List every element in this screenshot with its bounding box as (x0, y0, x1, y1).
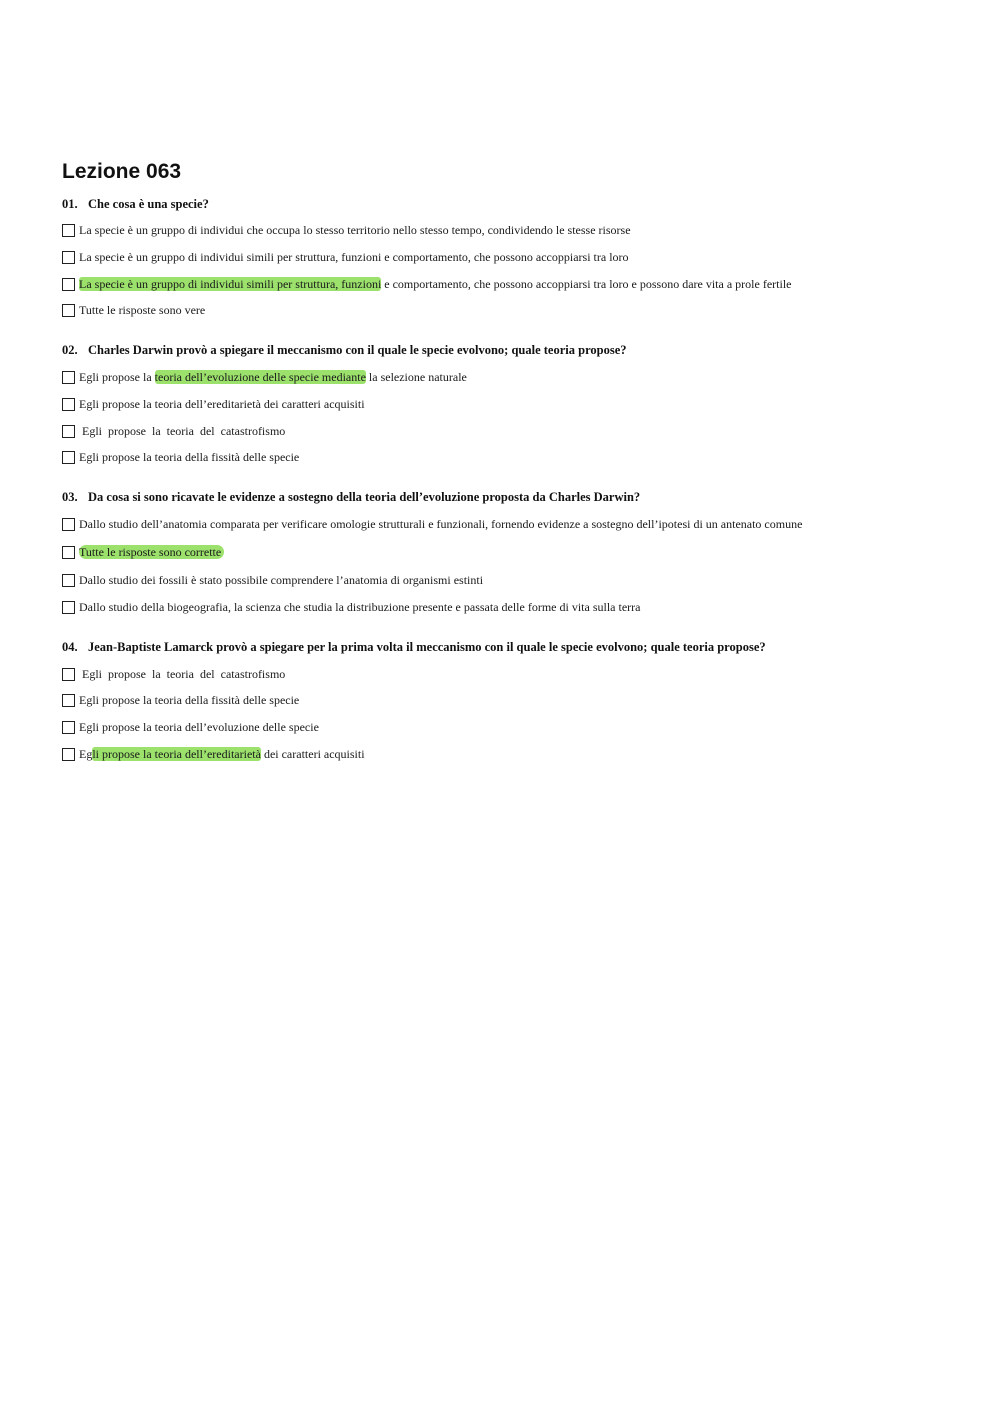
answer-text: Dallo studio della biogeografia, la scienza che studia la distribuzione presente e passata delle forme di vita sulla terra (79, 600, 641, 614)
question-text: Che cosa è una specie? (88, 197, 209, 211)
answer-text: La specie è un gruppo di individui simili per struttura, funzioni e comportamento, che possono accoppiarsi tra loro e possono dare vita a prole fertile (79, 277, 792, 291)
answer-highlight: li propose la teoria dell’ereditarietà (92, 747, 261, 761)
answer-checkbox[interactable] (62, 518, 75, 531)
answer-checkbox[interactable] (62, 668, 75, 681)
answer-option[interactable] (62, 369, 467, 385)
answer-highlight: teoria dell’evoluzione delle specie mediante (154, 370, 366, 384)
answer-checkbox[interactable] (62, 398, 75, 411)
answer-option[interactable] (62, 572, 483, 588)
answer-checkbox[interactable] (62, 721, 75, 734)
page-title: Lezione 063 (62, 160, 182, 183)
answer-text: Dallo studio dei fossili è stato possibile comprendere l’anatomia di organismi estinti (79, 573, 484, 587)
answer-option[interactable] (62, 449, 299, 465)
answer-option[interactable] (62, 599, 640, 615)
question-heading (62, 197, 209, 212)
answer-checkbox[interactable] (62, 304, 75, 317)
answer-checkbox[interactable] (62, 251, 75, 264)
answer-checkbox[interactable] (62, 451, 75, 464)
question-text: Jean-Baptiste Lamarck provò a spiegare per la prima volta il meccanismo con il quale le specie evolvono; quale teoria propose? (88, 640, 766, 654)
answer-text: Tutte le risposte sono vere (79, 303, 206, 317)
answer-text: Egli propose la teoria dell’ereditarietà dei caratteri acquisiti (79, 747, 365, 761)
answer-checkbox[interactable] (62, 694, 75, 707)
answer-option[interactable] (62, 396, 365, 412)
answer-text: Egli propose la teoria del catastrofismo (79, 424, 286, 438)
answer-text: Dallo studio dell’anatomia comparata per verificare omologie strutturali e funzionali, fornendo evidenze a sostegno dell’ipotesi di un antenato comune (79, 517, 803, 531)
answer-option[interactable] (62, 692, 299, 708)
answer-highlight: La specie è un gruppo di individui simili per struttura, funzioni (79, 277, 382, 291)
answer-checkbox[interactable] (62, 601, 75, 614)
answer-option[interactable] (62, 423, 285, 439)
answer-text: Egli propose la teoria dell’ereditarietà dei caratteri acquisiti (79, 397, 365, 411)
answer-option[interactable] (62, 249, 629, 265)
answer-text: La specie è un gruppo di individui che occupa lo stesso territorio nello stesso tempo, condividendo le stesse risorse (79, 223, 631, 237)
question-number: 04. (62, 640, 78, 654)
answer-text: Egli propose la teoria dell’evoluzione delle specie (79, 720, 319, 734)
question-number: 03. (62, 490, 78, 504)
answer-text: Egli propose la teoria del catastrofismo (79, 667, 286, 681)
question-text: Charles Darwin provò a spiegare il meccanismo con il quale le specie evolvono; quale teoria propose? (88, 343, 627, 357)
answer-checkbox[interactable] (62, 574, 75, 587)
question-heading (62, 343, 627, 358)
question-number: 01. (62, 197, 78, 211)
answer-text: Egli propose la teoria della fissità delle specie (79, 693, 300, 707)
answer-option[interactable] (62, 746, 365, 762)
answer-option[interactable] (62, 222, 631, 238)
answer-option[interactable] (62, 719, 319, 735)
answer-text: La specie è un gruppo di individui simili per struttura, funzioni e comportamento, che possono accoppiarsi tra loro (79, 250, 629, 264)
answer-text (79, 544, 224, 560)
answer-checkbox[interactable] (62, 748, 75, 761)
answer-option[interactable] (62, 302, 205, 318)
answer-checkbox[interactable] (62, 425, 75, 438)
answer-checkbox[interactable] (62, 371, 75, 384)
answer-option[interactable] (62, 666, 285, 682)
answer-highlight: Tutte le risposte sono corrette (79, 545, 224, 559)
question-heading (62, 640, 766, 655)
question-heading (62, 490, 640, 505)
question-number: 02. (62, 343, 78, 357)
question-text: Da cosa si sono ricavate le evidenze a sostegno della teoria dell’evoluzione proposta da Charles Darwin? (88, 490, 641, 504)
answer-option[interactable] (62, 544, 224, 560)
answer-option[interactable] (62, 276, 791, 292)
answer-checkbox[interactable] (62, 546, 75, 559)
answer-checkbox[interactable] (62, 278, 75, 291)
answer-text: Egli propose la teoria della fissità delle specie (79, 450, 300, 464)
answer-option[interactable] (62, 516, 802, 532)
answer-text: Egli propose la teoria dell’evoluzione delle specie mediante la selezione naturale (79, 370, 467, 384)
answer-checkbox[interactable] (62, 224, 75, 237)
